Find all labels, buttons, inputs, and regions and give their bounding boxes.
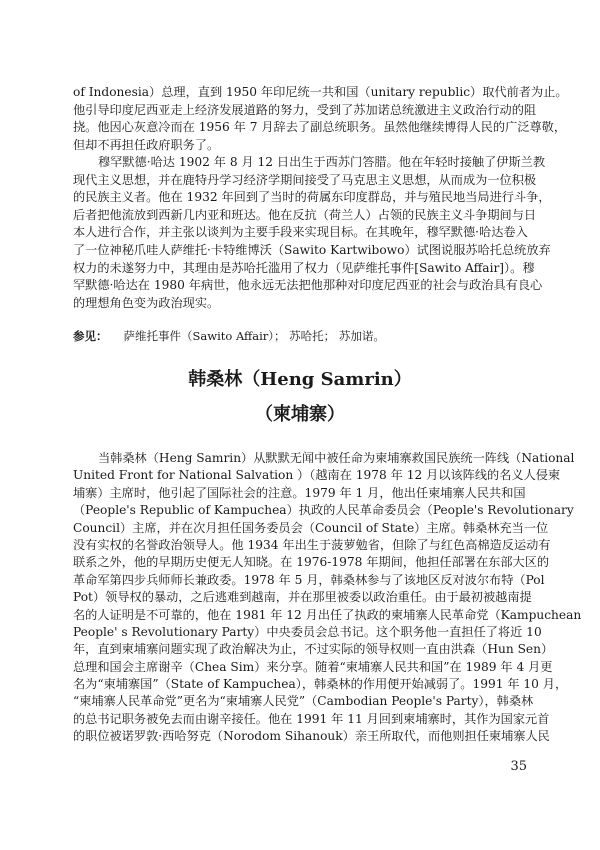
paragraph-heng-samrin bbox=[73, 450, 582, 746]
text-line: 联系之外，他的早期历史便无人知晓。在 1976-1978 年期间，他担任部署在东部大区的 bbox=[73, 555, 550, 570]
text-line: 了一位神秘爪哇人萨维托·卡特维博沃（Sawito Kartwibowo）试图说服苏哈托总统放弃 bbox=[73, 242, 551, 257]
text-line: 现代主义思想，并在鹿特丹学习经济学期间接受了马克思主义思想，从而成为一位积极 bbox=[73, 172, 537, 187]
text-line: United Front for National Salvation ）（越南在 1978 年 12 月以该阵线的名义人侵柬 bbox=[73, 468, 561, 483]
text-line: 革命军第四步兵师师长兼政委。1978 年 5 月，韩桑林参与了该地区反对波尔布特（Pol bbox=[73, 572, 545, 587]
text-line: 当韩桑林（Heng Samrin）从默默无闻中被任命为柬埔寨救国民族统一阵线（National bbox=[98, 451, 575, 465]
text-line: 名的人证明是不可靠的，他在 1981 年 12 月出任了执政的柬埔寨人民革命党（Kampuchean bbox=[73, 607, 582, 622]
text-line: 罕默德·哈达在 1980 年病世，他永远无法把他那种对印度尼西亚的社会与政治具有良心 bbox=[73, 278, 543, 293]
text-line: 名为“柬埔寨国”（State of Kampuchea），韩桑林的作用便开始减弱了。1991 年 10 月， bbox=[73, 677, 568, 692]
text-line: “柬埔寨人民革命党”更名为“柬埔寨人民党”（Cambodian People's Party），韩桑林 bbox=[73, 694, 534, 709]
text-line: 年，直到柬埔寨问题实现了政治解决为止，不过实际的领导权则一直由洪森（Hun Sen） bbox=[73, 642, 554, 657]
page-number: 35 bbox=[510, 759, 527, 774]
text-line: 总理和国会主席谢辛（Chea Sim）来分享。随着“柬埔寨人民共和国”在 1989 年 4 月更 bbox=[73, 659, 553, 674]
text-line: 的民族主义者。他在 1932 年回到了当时的荷属东印度群岛，并与殖民地当局进行斗争， bbox=[73, 190, 551, 205]
paragraph-hatta-biography bbox=[73, 154, 551, 312]
text-line: 后者把他流放到西新几内亚和班达。他在反抗（荷兰人）占领的民族主义斗争期间与日 bbox=[73, 207, 537, 222]
text-line: 本人进行合作，并主张以谈判为主要手段来实现目标。在其晚年，穆罕默德·哈达卷入 bbox=[73, 225, 528, 240]
text-line: 穆罕默德·哈达 1902 年 8 月 12 日出生于西苏门答腊。他在年轻时接触了伊斯兰教 bbox=[98, 155, 546, 169]
entry-subtitle: （柬埔寨） bbox=[255, 404, 345, 425]
text-line: Pot）领导权的暴动，之后逃难到越南，并在那里被委以政治重任。由于最初被越南提 bbox=[73, 590, 532, 605]
paragraph-continued bbox=[73, 84, 568, 154]
text-line: of Indonesia）总理，直到 1950 年印尼统一共和国（unitary republic）取代前者为止。 bbox=[73, 85, 568, 99]
text-line: 他引导印度尼西亚走上经济发展道路的努力，受到了苏加诺总统激进主义政治行动的阻 bbox=[73, 102, 537, 117]
text-line: 的总书记职务被免去而由谢辛接任。他在 1991 年 11 月回到柬埔寨时，其作为国家元首 bbox=[73, 711, 550, 726]
text-line: 没有实权的名誉政治领导人。他 1934 年出生于菠萝勉省，但除了与红色高棉造反运动有 bbox=[73, 537, 551, 552]
text-line: 埔寨）主席时，他引起了国际社会的注意。1979 年 1 月，他出任柬埔寨人民共和国 bbox=[73, 485, 526, 500]
see-also bbox=[73, 327, 521, 345]
text-line: 权力的未遂努力中，其理由是苏哈托滥用了权力（见萨维托事件[Sawito Affair]）。穆 bbox=[73, 260, 535, 275]
text-line: 的理想角色变为政治现实。 bbox=[73, 295, 220, 310]
entry-title: 韩桑林（Heng Samrin） bbox=[188, 369, 412, 390]
text-line: Council）主席，并在次月担任国务委员会（Council of State）主席。韩桑林充当一位 bbox=[73, 520, 549, 535]
see-also-links: 萨维托事件（Sawito Affair）； 苏哈托； 苏加诺。 bbox=[123, 329, 385, 343]
text-line: People' s Revolutionary Party）中央委员会总书记。这个职务他一直担任了将近 10 bbox=[73, 624, 542, 639]
text-line: 挠。他因心灰意冷而在 1956 年 7 月辞去了副总统职务。虽然他继续博得人民的广泛尊敬， bbox=[73, 120, 567, 135]
text-line: 的职位被诺罗敦·西哈努克（Norodom Sihanouk）亲王所取代，而他则担任柬埔寨人民 bbox=[73, 729, 550, 744]
text-line: （People's Republic of Kampuchea）执政的人民革命委员会（People's Revolutionary bbox=[73, 503, 574, 518]
see-also-label: 参见： bbox=[73, 329, 108, 343]
text-line: 但却不再担任政府职务了。 bbox=[73, 137, 220, 152]
